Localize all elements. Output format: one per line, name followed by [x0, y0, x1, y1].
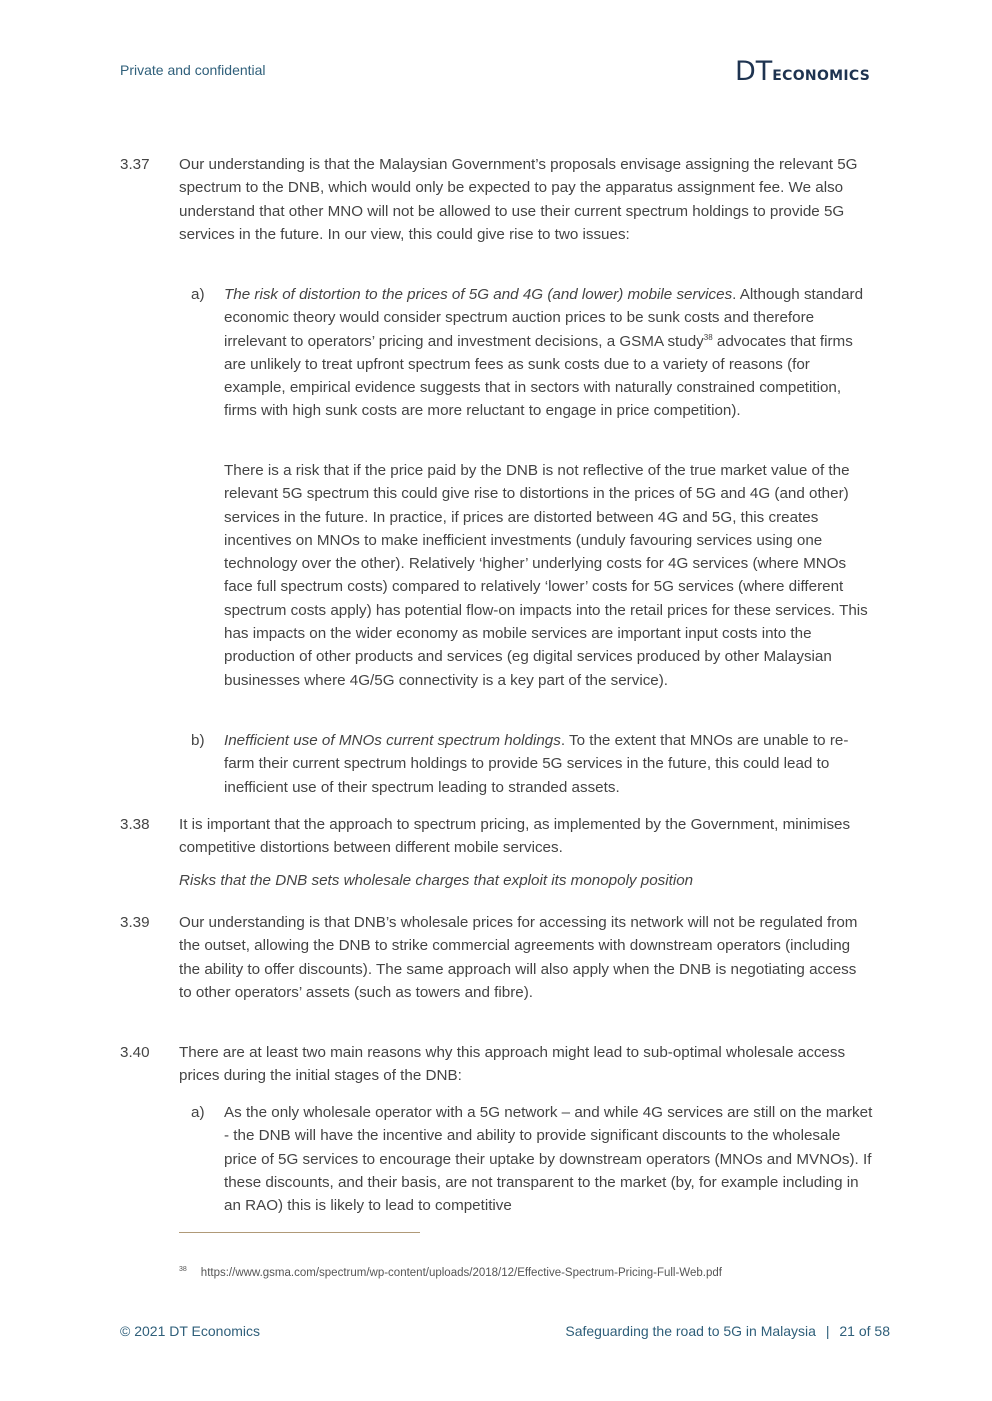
list-item-text: As the only wholesale operator with a 5G network – and while 4G services are still on the market - the DNB will have the incentive and ability to provide significant discounts to the wholesale price of 5G services to encourage their uptake by downstream operators (MNOs and MVNOs). If these discounts, and their basis, are not transparent to the market (by, for example including in an RAO) this is likely to lead to competitive — [224, 1104, 873, 1215]
footer-copyright: © 2021 DT Economics — [120, 1323, 261, 1339]
item-text-part2: advocates that firms are unlikely to treat upfront spectrum fees as sunk costs due to a variety of reasons (for example, empirical evidence suggests that in sectors with naturally constrained competition, firms with high sunk costs are more reluctant to engage in price competition). — [224, 332, 853, 420]
item-italic-heading: Inefficient use of MNOs current spectrum holdings — [224, 732, 561, 749]
list-marker: a) — [191, 1104, 205, 1121]
footer-title: Safeguarding the road to 5G in Malaysia — [565, 1323, 816, 1339]
item-italic-heading: The risk of distortion to the prices of 5G and 4G (and lower) mobile services — [224, 286, 733, 303]
item-text: . To the extent that MNOs are unable to re-farm their current spectrum holdings to provide 5G services in the future, this could lead to inefficient use of their spectrum leading to stranded assets. — [224, 732, 849, 796]
list-marker: b) — [191, 732, 205, 749]
footer-title-page — [565, 1323, 890, 1339]
list-item-text — [224, 729, 874, 799]
footnote-url: https://www.gsma.com/spectrum/wp-content/uploads/2018/12/Effective-Spectrum-Pricing-Full-Web.pdf — [200, 1266, 722, 1279]
paragraph-number: 3.40 — [120, 1044, 150, 1061]
paragraph-text: Our understanding is that the Malaysian Government’s proposals envisage assigning the relevant 5G spectrum to the DNB, which would only be expected to pay the apparatus assignment fee. We also understand that other MNO will not be allowed to use their current spectrum holdings to provide 5G services in the future. In our view, this could give rise to two issues: — [179, 156, 858, 243]
section-subheading: Risks that the DNB sets wholesale charges that exploit its monopoly position — [179, 872, 694, 889]
paragraph-number: 3.37 — [120, 156, 150, 173]
footnote-number: 38 — [179, 1266, 187, 1273]
paragraph-number: 3.38 — [120, 816, 150, 833]
logo-dt: DT — [735, 56, 773, 87]
paragraph-text: There are at least two main reasons why this approach might lead to sub-optimal wholesale access prices during the initial stages of the DNB: — [179, 1044, 846, 1085]
footer-page-number: 21 of 58 — [839, 1323, 890, 1339]
footer-separator: | — [825, 1323, 830, 1339]
continuation-text: There is a risk that if the price paid by the DNB is not reflective of the true market value of the relevant 5G spectrum this could give rise to distortions in the prices of 5G and 4G (and other) services in the future. In practice, if prices are distorted between 4G and 5G, this creates incentives on MNOs to make inefficient investments (unduly favouring services using one technology over the other). Relatively ‘higher’ underlying costs for 4G services (where MNOs face full spectrum costs) compared to relatively ‘lower’ costs for 5G services (where different spectrum costs apply) has potential flow-on impacts into the retail prices for these services. This has impacts on the wider economy as mobile services are important input costs into the production of other products and services (eg digital services produced by other Malaysian businesses where 4G/5G connectivity is a key part of the service). — [224, 462, 868, 689]
footnote-ref: 38 — [703, 332, 713, 342]
dt-economics-logo — [735, 56, 870, 87]
header-confidential: Private and confidential — [120, 62, 266, 78]
item-text-part1: . Although standard economic theory would consider spectrum auction prices to be sunk costs and therefore irrelevant to operators’ pricing and investment decisions, a GSMA study — [224, 286, 864, 350]
paragraph-text: It is important that the approach to spectrum pricing, as implemented by the Government, minimises competitive distortions between different mobile services. — [179, 816, 851, 857]
list-item-text — [224, 283, 874, 423]
paragraph-number: 3.39 — [120, 914, 150, 931]
list-marker: a) — [191, 286, 205, 303]
paragraph-text: Our understanding is that DNB’s wholesale prices for accessing its network will not be regulated from the outset, allowing the DNB to strike commercial agreements with downstream operators (including the ability to offer discounts). The same approach will also apply when the DNB is negotiating access to other operators’ assets (such as towers and fibre). — [179, 914, 858, 1001]
footnote — [179, 1266, 722, 1279]
logo-economics: ECONOMICS — [772, 68, 871, 84]
footnote-divider — [179, 1232, 420, 1233]
